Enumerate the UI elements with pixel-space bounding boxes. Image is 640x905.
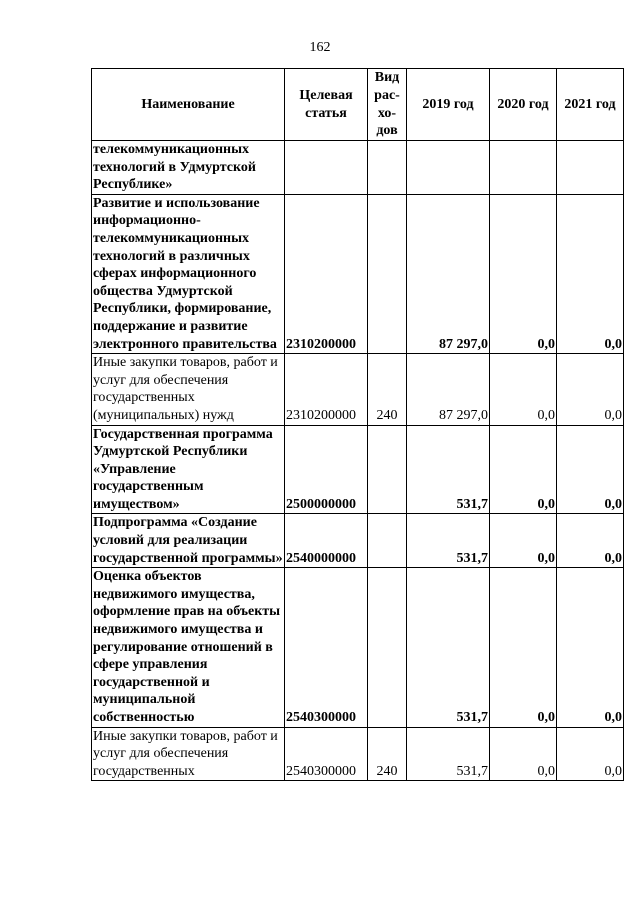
- budget-table: [91, 68, 624, 781]
- row-2019: [407, 141, 490, 195]
- row-2019: 531,7: [407, 514, 490, 568]
- row-name: Иные закупки товаров, работ и услуг для обеспечения государственных (муниципальных) нужд: [92, 354, 285, 425]
- row-expense-type: [368, 568, 407, 727]
- table-row: [92, 194, 624, 353]
- table-row: [92, 425, 624, 514]
- row-2021: 0,0: [557, 194, 624, 353]
- row-2019: 531,7: [407, 568, 490, 727]
- row-code: 2500000000: [285, 425, 368, 514]
- row-2021: 0,0: [557, 425, 624, 514]
- header-2021: 2021 год: [557, 69, 624, 141]
- header-code: Целевая статья: [285, 69, 368, 141]
- row-2020: 0,0: [490, 514, 557, 568]
- row-2021: [557, 141, 624, 195]
- row-code: 2540000000: [285, 514, 368, 568]
- row-code: 2540300000: [285, 568, 368, 727]
- row-2020: 0,0: [490, 425, 557, 514]
- table-row: [92, 514, 624, 568]
- table-row: [92, 141, 624, 195]
- page-number: 162: [309, 40, 331, 55]
- row-2020: [490, 141, 557, 195]
- row-code: 2540300000: [285, 727, 368, 781]
- table-row: [92, 568, 624, 727]
- row-2021: 0,0: [557, 727, 624, 781]
- row-2019: 87 297,0: [407, 194, 490, 353]
- row-expense-type: [368, 514, 407, 568]
- row-code: [285, 141, 368, 195]
- header-name: Наименование: [92, 69, 285, 141]
- row-2021: 0,0: [557, 354, 624, 425]
- row-expense-type: 240: [368, 354, 407, 425]
- row-name: телекоммуникационных технологий в Удмуртской Республике»: [92, 141, 285, 195]
- row-name: Развитие и использование информационно-телекоммуникационных технологий в различных сферах информационного общества Удмуртской Республики, формирование, поддержание и развитие электронного правительства: [92, 194, 285, 353]
- row-code: 2310200000: [285, 194, 368, 353]
- row-expense-type: 240: [368, 727, 407, 781]
- row-2019: 531,7: [407, 425, 490, 514]
- row-name: Оценка объектов недвижимого имущества, оформление прав на объекты недвижимого имущества и регулирование отношений в сфере управления государственной и муниципальной собственностью: [92, 568, 285, 727]
- table-row: [92, 354, 624, 425]
- row-2020: 0,0: [490, 568, 557, 727]
- row-expense-type: [368, 194, 407, 353]
- row-2020: 0,0: [490, 354, 557, 425]
- row-2020: 0,0: [490, 727, 557, 781]
- row-code: 2310200000: [285, 354, 368, 425]
- header-expense-type: Вид рас-хо-дов: [368, 69, 407, 141]
- table-header-row: [92, 69, 624, 141]
- row-2019: 87 297,0: [407, 354, 490, 425]
- table-row: [92, 727, 624, 781]
- row-2021: 0,0: [557, 514, 624, 568]
- row-expense-type: [368, 425, 407, 514]
- header-2019: 2019 год: [407, 69, 490, 141]
- row-2020: 0,0: [490, 194, 557, 353]
- row-name: Иные закупки товаров, работ и услуг для обеспечения государственных: [92, 727, 285, 781]
- row-expense-type: [368, 141, 407, 195]
- header-2020: 2020 год: [490, 69, 557, 141]
- row-name: Подпрограмма «Создание условий для реализации государственной программы»: [92, 514, 285, 568]
- row-name: Государственная программа Удмуртской Республики «Управление государственным имуществом»: [92, 425, 285, 514]
- row-2021: 0,0: [557, 568, 624, 727]
- row-2019: 531,7: [407, 727, 490, 781]
